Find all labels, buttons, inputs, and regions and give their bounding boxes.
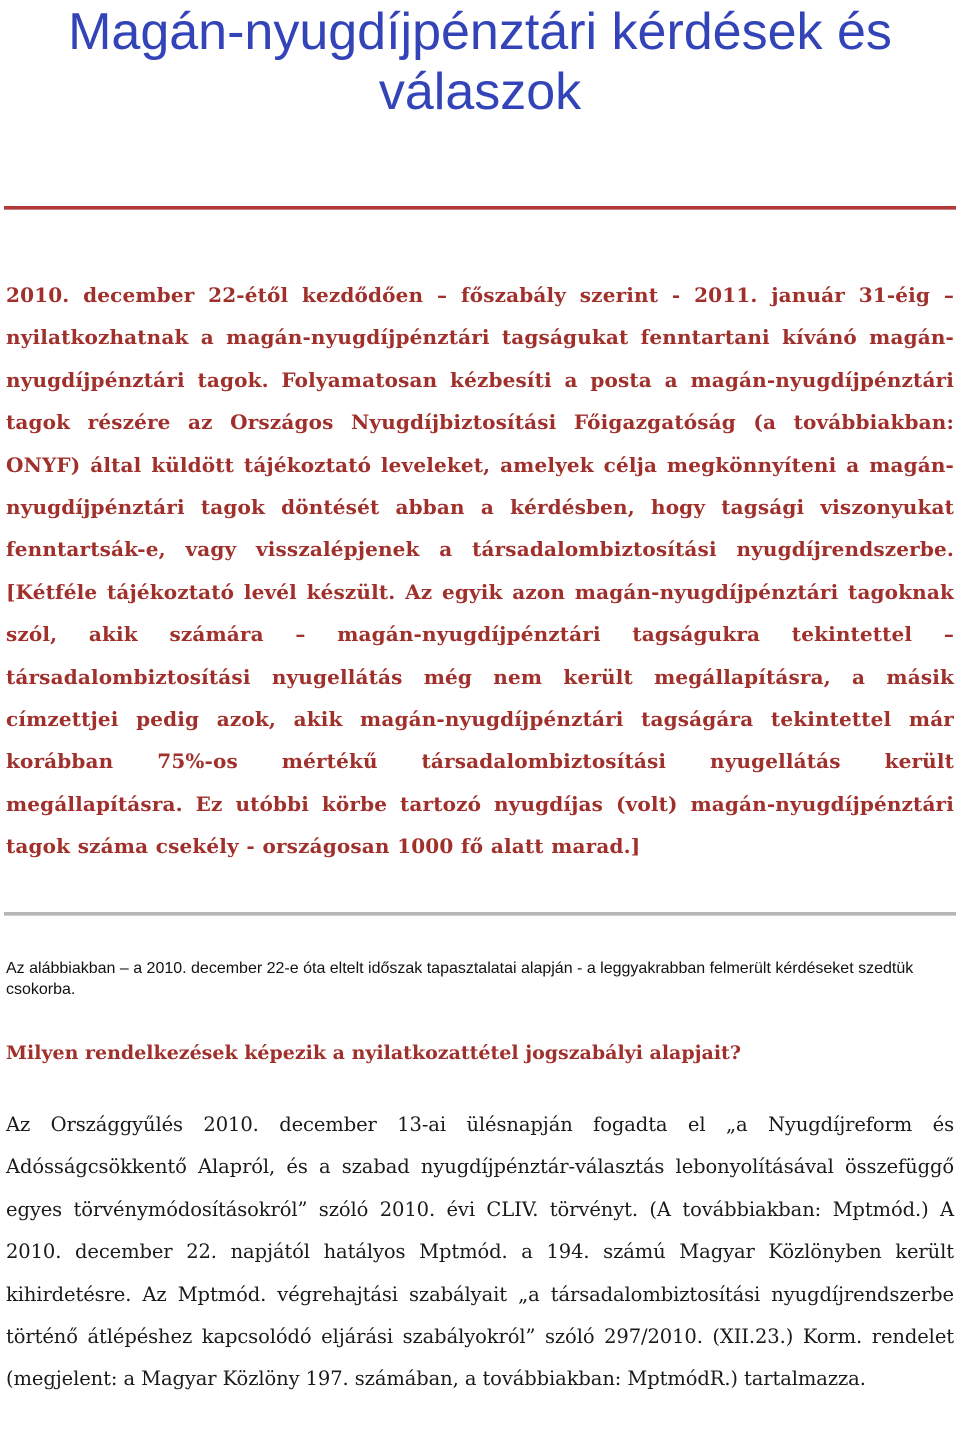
answer-paragraph: Az Országgyűlés 2010. december 13-ai ülésnapján fogadta el „a Nyugdíjreform és Adósságcsökkentő Alapról, és a szabad nyugdíjpénztár-választás lebonyolításával összefüggő egyes törvénymódosításokról” szóló 2010. évi CLIV. törvényt. (A továbbiakban: Mptmód.) A 2010. december 22. napjától hatályos Mptmód. a 194. számú Magyar Közlönyben került kihirdetésre. Az Mptmód. végrehajtási szabályait „a társadalombiztosítási nyugdíjrendszerbe történő átlépéshez kapcsolódó eljárási szabályokról” szóló 297/2010. (XII.23.) Korm. rendelet (megjelent: a Magyar Közlöny 197. számában, a továbbiakban: MptmódR.) tartalmazza. bbox=[6, 1113, 954, 1391]
section-divider bbox=[4, 912, 956, 916]
document-title bbox=[0, 0, 960, 122]
title-line-2: válaszok bbox=[378, 63, 582, 121]
intro-paragraph: 2010. december 22-étől kezdődően – főszabály szerint - 2011. január 31-éig – nyilatkozhatnak a magán-nyugdíjpénztári tagságukat fenntartani kívánó magán-nyugdíjpénztári tagok. Folyamatosan kézbesíti a posta a magán-nyugdíjpénztári tagok részére az Országos Nyugdíjbiztosítási Főigazgatóság (a továbbiakban: ONYF) által küldött tájékoztató leveleket, amelyek célja megkönnyíteni a magán-nyugdíjpénztári tagok döntését abban a kérdésben, hogy tagsági viszonyukat fenntartsák-e, vagy visszalépjenek a társadalombiztosítási nyugdíjrendszerbe. [Kétféle tájékoztató levél készült. Az egyik azon magán-nyugdíjpénztári tagoknak szól, akik számára – magán-nyugdíjpénztári tagságukra tekintettel – társadalombiztosítási nyugellátás még nem került megállapításra, a másik címzettjei pedig azok, akik magán-nyugdíjpénztári tagságára tekintettel már korábban 75%-os mértékű társadalombiztosítási nyugellátás került megállapításra. Ez utóbbi körbe tartozó nyugdíjas (volt) magán-nyugdíjpénztári tagok száma csekély - országosan 1000 fő alatt marad.] bbox=[6, 283, 954, 859]
title-divider bbox=[4, 206, 956, 210]
question-heading: Milyen rendelkezések képezik a nyilatkozattétel jogszabályi alapjait? bbox=[6, 1042, 741, 1064]
lead-paragraph: Az alábbiakban – a 2010. december 22-e óta eltelt időszak tapasztalatai alapján - a leggyakrabban felmerült kérdéseket szedtük csokorba. bbox=[6, 960, 914, 998]
title-line-1: Magán-nyugdíjpénztári kérdések és bbox=[68, 3, 892, 61]
